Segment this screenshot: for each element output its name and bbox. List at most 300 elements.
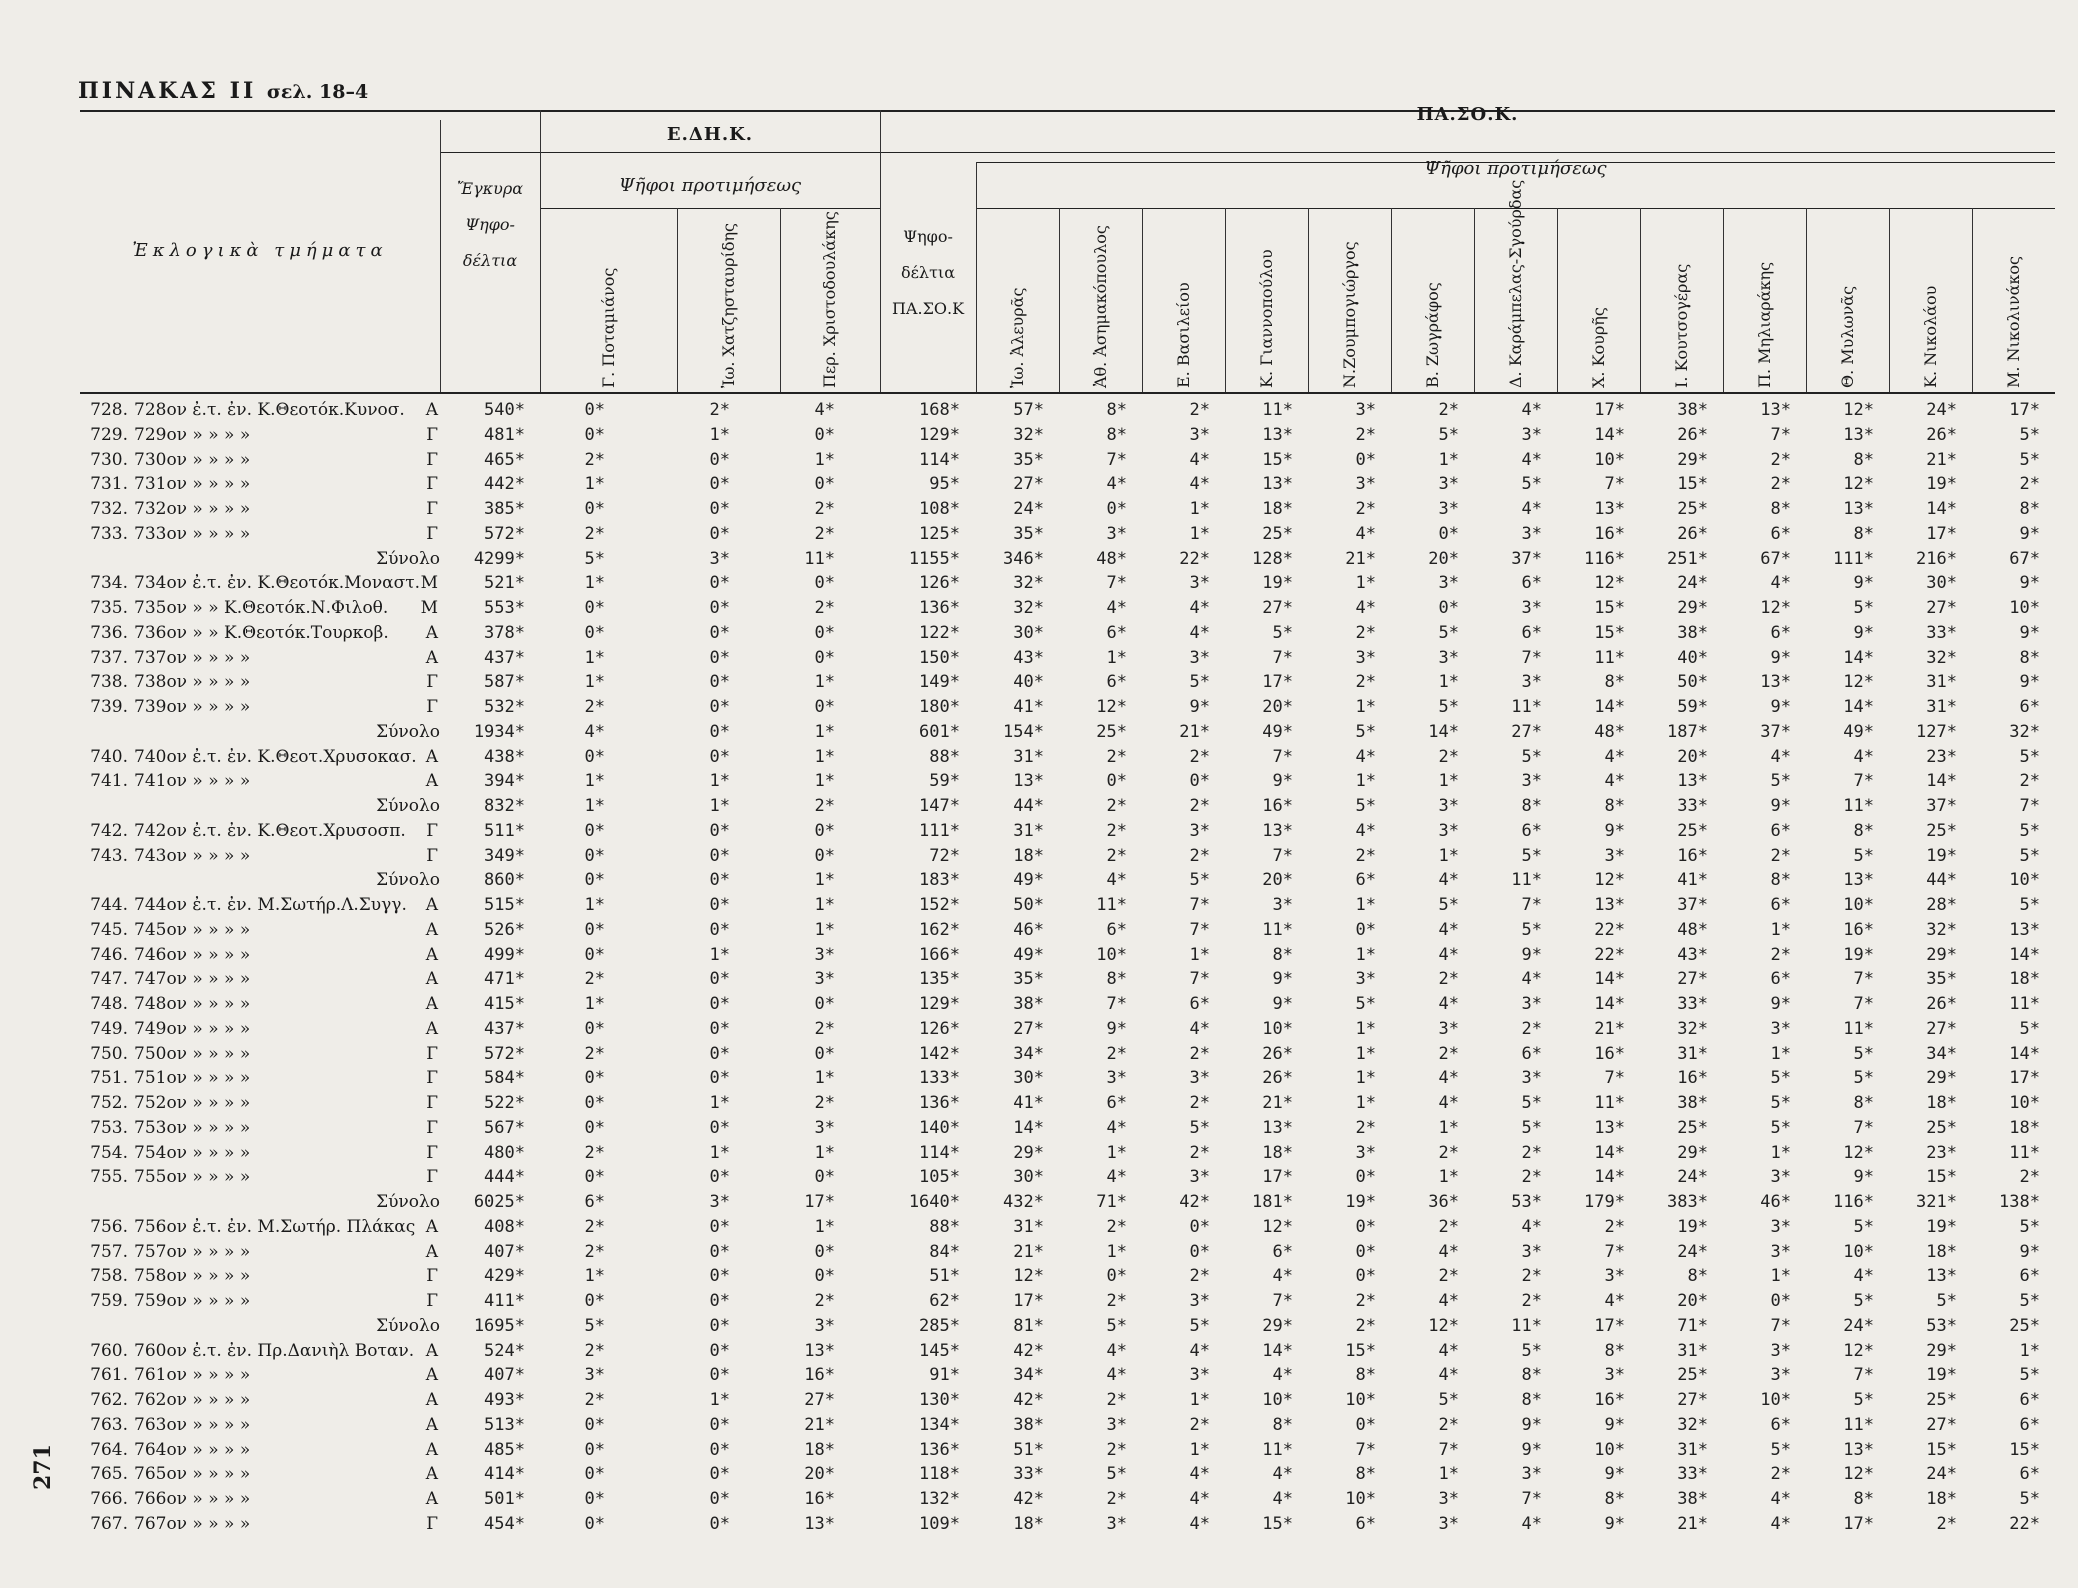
- cell-value: 17*: [2009, 1068, 2040, 1089]
- section-label: [80, 1141, 440, 1165]
- cell-value: 16*: [1594, 1043, 1625, 1064]
- cell-value: 8*: [1770, 870, 1791, 891]
- table-row: [80, 472, 2060, 497]
- cell-value: 9*: [1853, 573, 1874, 594]
- cell-value: 2*: [814, 1093, 835, 1113]
- cell-value: 1*: [1770, 919, 1791, 940]
- section-type: Α: [425, 895, 438, 915]
- cell-value: 1*: [814, 919, 835, 940]
- cell-value: 59*: [1677, 697, 1708, 717]
- cell-value: 540*: [484, 400, 525, 420]
- cell-value: 321*: [1916, 1192, 1957, 1212]
- section-name: 755ον » » » »: [134, 1167, 251, 1188]
- table-row: [80, 1116, 2060, 1141]
- cell-value: 88*: [929, 1216, 960, 1237]
- cell-value: 1*: [1355, 1093, 1376, 1113]
- cell-value: 2*: [1106, 1390, 1127, 1410]
- cell-value: 11*: [1594, 1093, 1625, 1113]
- section-name: 759ον » » » »: [134, 1291, 251, 1311]
- cell-value: 0*: [1438, 523, 1459, 544]
- cell-value: 20*: [804, 1464, 835, 1485]
- section-name: 763ον » » » »: [134, 1414, 251, 1435]
- total-label: Σύνολο: [376, 721, 440, 742]
- cell-value: 0*: [709, 746, 730, 767]
- cell-value: 2*: [1521, 1142, 1542, 1163]
- cell-value: 24*: [1013, 499, 1044, 519]
- cell-value: 32*: [1013, 598, 1044, 618]
- table-row: [80, 522, 2060, 547]
- valid-ballots-line-1: Ἔγκυρα: [456, 179, 524, 198]
- cell-value: 5*: [2019, 1018, 2040, 1039]
- section-label: [80, 1462, 440, 1486]
- cell-value: 26*: [1926, 994, 1957, 1014]
- cell-value: 3*: [709, 548, 730, 569]
- cell-value: 10*: [1760, 1390, 1791, 1410]
- cell-value: 21*: [1179, 721, 1210, 742]
- cell-value: 16*: [804, 1489, 835, 1509]
- cell-value: 31*: [1013, 820, 1044, 841]
- cell-value: 6*: [1770, 1414, 1791, 1435]
- cell-value: 6*: [1106, 672, 1127, 693]
- total-row: [80, 868, 2060, 893]
- cell-value: 2*: [1106, 796, 1127, 816]
- cell-value: 18*: [1926, 1489, 1957, 1509]
- edik-candidate-header-2: Ἰω. Χατζησταυρίδης: [718, 222, 738, 388]
- cell-value: 22*: [1594, 919, 1625, 940]
- cell-value: 0*: [709, 1117, 730, 1138]
- cell-value: 1*: [1770, 1043, 1791, 1064]
- cell-value: 1*: [1438, 1167, 1459, 1188]
- cell-value: 2*: [1189, 1142, 1210, 1163]
- table-row: [80, 943, 2060, 968]
- cell-value: 3*: [1189, 1365, 1210, 1386]
- cell-value: 13*: [1843, 499, 1874, 519]
- cell-value: 111*: [919, 820, 960, 841]
- cell-value: 0*: [584, 820, 605, 841]
- cell-value: 471*: [484, 969, 525, 990]
- section-type: Γ: [426, 845, 438, 866]
- cell-value: 127*: [1916, 721, 1957, 742]
- cell-value: 0*: [584, 1291, 605, 1311]
- cell-value: 521*: [484, 573, 525, 594]
- table-row: [80, 1438, 2060, 1463]
- cell-value: 12*: [1262, 1216, 1293, 1237]
- cell-value: 3*: [814, 1117, 835, 1138]
- page-number: 271: [30, 1444, 56, 1490]
- cell-value: 2*: [584, 1142, 605, 1163]
- cell-value: 4*: [1355, 746, 1376, 767]
- cell-value: 454*: [484, 1513, 525, 1534]
- cell-value: 29*: [1013, 1142, 1044, 1163]
- table-row: [80, 596, 2060, 621]
- cell-value: 5*: [1355, 721, 1376, 742]
- cell-value: 4*: [1604, 746, 1625, 767]
- cell-value: 19*: [1345, 1192, 1376, 1212]
- cell-value: 3*: [814, 944, 835, 965]
- cell-value: 33*: [1013, 1464, 1044, 1485]
- cell-value: 71*: [1096, 1192, 1127, 1212]
- section-number: 765.: [90, 1464, 128, 1485]
- cell-value: 2*: [1438, 746, 1459, 767]
- cell-value: 21*: [1677, 1513, 1708, 1534]
- cell-value: 4*: [1106, 1340, 1127, 1361]
- cell-value: 6*: [1272, 1241, 1293, 1262]
- cell-value: 4*: [1106, 1117, 1127, 1138]
- cell-value: 16*: [1843, 919, 1874, 940]
- cell-value: 12*: [1013, 1266, 1044, 1287]
- cell-value: 3*: [1189, 573, 1210, 594]
- section-name: 758ον » » » »: [134, 1266, 251, 1287]
- cell-value: 8*: [1272, 1414, 1293, 1435]
- cell-value: 0*: [814, 647, 835, 668]
- cell-value: 1*: [584, 771, 605, 792]
- cell-value: 40*: [1013, 672, 1044, 693]
- cell-value: 81*: [1013, 1315, 1044, 1336]
- cell-value: 0*: [814, 994, 835, 1014]
- cell-value: 3*: [1521, 771, 1542, 792]
- section-name: 743ον » » » »: [134, 845, 251, 866]
- cell-value: 0*: [814, 1167, 835, 1188]
- cell-value: 0*: [709, 622, 730, 643]
- table-row: [80, 769, 2060, 794]
- cell-value: 48*: [1594, 721, 1625, 742]
- pasok-ballots-line-3: ΠΑ.ΣΟ.Κ: [891, 299, 965, 318]
- cell-value: 4*: [1272, 1266, 1293, 1287]
- cell-value: 20*: [1677, 1291, 1708, 1311]
- cell-value: 1*: [709, 796, 730, 816]
- cell-value: 6*: [1106, 622, 1127, 643]
- cell-value: 13*: [1594, 1117, 1625, 1138]
- cell-value: 1*: [814, 870, 835, 891]
- cell-value: 88*: [929, 746, 960, 767]
- cell-value: 22*: [1179, 548, 1210, 569]
- cell-value: 2*: [584, 449, 605, 470]
- cell-value: 42*: [1013, 1340, 1044, 1361]
- cell-value: 5*: [1355, 994, 1376, 1014]
- cell-value: 1*: [1355, 771, 1376, 792]
- section-label: [80, 448, 440, 472]
- cell-value: 13*: [804, 1340, 835, 1361]
- section-label: [80, 522, 440, 546]
- cell-value: 1*: [1355, 573, 1376, 594]
- cell-value: 7*: [1272, 1291, 1293, 1311]
- cell-value: 2*: [584, 697, 605, 717]
- cell-value: 27*: [1926, 1414, 1957, 1435]
- cell-value: 349*: [484, 845, 525, 866]
- cell-value: 6*: [2019, 1390, 2040, 1410]
- cell-value: 1*: [814, 1068, 835, 1089]
- section-label: [80, 893, 440, 917]
- cell-value: 24*: [1677, 1167, 1708, 1188]
- cell-value: 8*: [1604, 672, 1625, 693]
- cell-value: 0*: [584, 845, 605, 866]
- cell-value: 524*: [484, 1340, 525, 1361]
- cell-value: 2*: [814, 796, 835, 816]
- cell-value: 53*: [1926, 1315, 1957, 1336]
- cell-value: 9*: [1521, 1439, 1542, 1460]
- pasok-candidate-header-12: Κ. Νικολάου: [1920, 285, 1940, 388]
- section-type: Α: [425, 1414, 438, 1435]
- cell-value: 9*: [2019, 622, 2040, 643]
- cell-value: 394*: [484, 771, 525, 792]
- table-row: [80, 448, 2060, 473]
- section-name: 760ον ἐ.τ. ἐν. Πρ.Δανιὴλ Βοταν.: [134, 1340, 415, 1361]
- cell-value: 31*: [1677, 1340, 1708, 1361]
- cell-value: 572*: [484, 523, 525, 544]
- cell-value: 515*: [484, 895, 525, 915]
- section-type: Α: [425, 944, 438, 965]
- cell-value: 8*: [1521, 796, 1542, 816]
- cell-value: 4*: [1438, 944, 1459, 965]
- cell-value: 0*: [709, 474, 730, 495]
- cell-value: 8*: [2019, 647, 2040, 668]
- cell-value: 8*: [1604, 1340, 1625, 1361]
- cell-value: 136*: [919, 1093, 960, 1113]
- cell-value: 2*: [709, 400, 730, 420]
- cell-value: 465*: [484, 449, 525, 470]
- cell-value: 6*: [1770, 820, 1791, 841]
- cell-value: 37*: [1511, 548, 1542, 569]
- section-type: Μ: [420, 573, 438, 594]
- cell-value: 128*: [1252, 548, 1293, 569]
- cell-value: 8*: [2019, 499, 2040, 519]
- cell-value: 2*: [1355, 622, 1376, 643]
- page-title-main: ΠΙΝΑΚΑΣ ΙΙ: [78, 78, 257, 104]
- cell-value: 3*: [1272, 895, 1293, 915]
- cell-value: 31*: [1677, 1439, 1708, 1460]
- cell-value: 10*: [1345, 1390, 1376, 1410]
- table-row: [80, 497, 2060, 522]
- cell-value: 2*: [1521, 1167, 1542, 1188]
- col-rule: [1889, 208, 1890, 392]
- cell-value: 12*: [1843, 400, 1874, 420]
- table-row: [80, 992, 2060, 1017]
- cell-value: 407*: [484, 1241, 525, 1262]
- pasok-ballots-line-1: Ψηφο-: [903, 227, 953, 246]
- cell-value: 38*: [1013, 1414, 1044, 1435]
- table-row: [80, 621, 2060, 646]
- table-row: [80, 745, 2060, 770]
- cell-value: 4*: [1189, 1464, 1210, 1485]
- cell-value: 0*: [584, 1464, 605, 1485]
- cell-value: 6*: [1770, 969, 1791, 990]
- cell-value: 11*: [1843, 796, 1874, 816]
- cell-value: 20*: [1677, 746, 1708, 767]
- cell-value: 2*: [2019, 1167, 2040, 1188]
- cell-value: 27*: [1013, 474, 1044, 495]
- cell-value: 6*: [1521, 573, 1542, 594]
- cell-value: 1*: [1189, 1439, 1210, 1460]
- cell-value: 19*: [1843, 944, 1874, 965]
- cell-value: 25*: [2009, 1315, 2040, 1336]
- cell-value: 3*: [1604, 845, 1625, 866]
- cell-value: 3*: [1521, 523, 1542, 544]
- cell-value: 346*: [1003, 548, 1044, 569]
- cell-value: 19*: [1926, 845, 1957, 866]
- section-name: 761ον » » » »: [134, 1365, 251, 1386]
- cell-value: 27*: [1677, 1390, 1708, 1410]
- section-label: [80, 1438, 440, 1462]
- section-type: Α: [425, 969, 438, 990]
- cell-value: 0*: [709, 1068, 730, 1089]
- cell-value: 14*: [1594, 424, 1625, 445]
- cell-value: 7*: [1853, 1365, 1874, 1386]
- cell-value: 13*: [1760, 400, 1791, 420]
- cell-value: 587*: [484, 672, 525, 693]
- section-label: [80, 844, 440, 868]
- cell-value: 0*: [1355, 449, 1376, 470]
- cell-value: 13*: [1262, 1117, 1293, 1138]
- pasok-candidate-header-9: Ι. Κουτσογέρας: [1671, 263, 1691, 388]
- cell-value: 513*: [484, 1414, 525, 1435]
- cell-value: 29*: [1926, 1068, 1957, 1089]
- cell-value: 3*: [1770, 1340, 1791, 1361]
- cell-value: 3*: [584, 1365, 605, 1386]
- cell-value: 43*: [1013, 647, 1044, 668]
- cell-value: 2*: [1438, 1216, 1459, 1237]
- cell-value: 1695*: [473, 1315, 525, 1336]
- section-name: 729ον » » » »: [134, 424, 251, 445]
- cell-value: 4*: [1438, 1340, 1459, 1361]
- cell-value: 0*: [709, 1018, 730, 1039]
- cell-value: 5*: [584, 1315, 605, 1336]
- cell-value: 1*: [1770, 1142, 1791, 1163]
- group-rule: [440, 152, 2055, 153]
- cell-value: 2*: [1355, 1315, 1376, 1336]
- cell-value: 0*: [814, 424, 835, 445]
- cell-value: 23*: [1926, 746, 1957, 767]
- total-row: [80, 547, 2060, 572]
- cell-value: 0*: [709, 1464, 730, 1485]
- section-number: 747.: [90, 969, 128, 990]
- cell-value: 0*: [709, 1043, 730, 1064]
- section-number: 766.: [90, 1489, 128, 1509]
- table-row: [80, 1388, 2060, 1413]
- cell-value: 408*: [484, 1216, 525, 1237]
- cell-value: 1*: [1438, 845, 1459, 866]
- cell-value: 2*: [584, 969, 605, 990]
- cell-value: 43*: [1677, 944, 1708, 965]
- cell-value: 5*: [2019, 746, 2040, 767]
- cell-value: 5*: [1438, 895, 1459, 915]
- cell-value: 25*: [1677, 1365, 1708, 1386]
- col-rule: [1308, 208, 1309, 392]
- section-name: 741ον » » » »: [134, 771, 251, 792]
- cell-value: 0*: [709, 499, 730, 519]
- table-row: [80, 1066, 2060, 1091]
- section-number: 728.: [90, 400, 128, 420]
- cell-value: 18*: [2009, 969, 2040, 990]
- cell-value: 0*: [709, 1340, 730, 1361]
- cell-value: 25*: [1677, 820, 1708, 841]
- cell-value: 3*: [1521, 1464, 1542, 1485]
- cell-value: 37*: [1677, 895, 1708, 915]
- section-type: Γ: [426, 1043, 438, 1064]
- total-label: Σύνολο: [376, 1192, 440, 1212]
- cell-value: 179*: [1584, 1192, 1625, 1212]
- section-number: 757.: [90, 1241, 128, 1262]
- cell-value: 9*: [1272, 771, 1293, 792]
- cell-value: 168*: [919, 400, 960, 420]
- cell-value: 136*: [919, 1439, 960, 1460]
- cell-value: 378*: [484, 622, 525, 643]
- cell-value: 13*: [2009, 919, 2040, 940]
- cell-value: 0*: [709, 697, 730, 717]
- section-label: [80, 1413, 440, 1437]
- cell-value: 832*: [484, 796, 525, 816]
- cell-value: 0*: [709, 895, 730, 915]
- pasok-candidate-header-6: Β. Ζωγράφος: [1422, 282, 1442, 388]
- cell-value: 0*: [709, 1439, 730, 1460]
- table-row: [80, 918, 2060, 943]
- cell-value: 9*: [1853, 622, 1874, 643]
- section-label: [80, 621, 440, 645]
- section-number: 748.: [90, 994, 128, 1014]
- section-label: [80, 695, 440, 719]
- cell-value: 11*: [1594, 647, 1625, 668]
- section-number: 759.: [90, 1291, 128, 1311]
- cell-value: 9*: [1770, 994, 1791, 1014]
- cell-value: 27*: [1013, 1018, 1044, 1039]
- cell-value: 5*: [1521, 1340, 1542, 1361]
- col-rule: [1972, 208, 1973, 392]
- cell-value: 0*: [709, 1216, 730, 1237]
- cell-value: 50*: [1677, 672, 1708, 693]
- cell-value: 15*: [1594, 622, 1625, 643]
- cell-value: 140*: [919, 1117, 960, 1138]
- cell-value: 2*: [1189, 1093, 1210, 1113]
- cell-value: 2*: [584, 1043, 605, 1064]
- cell-value: 5*: [1770, 1093, 1791, 1113]
- cell-value: 4*: [1355, 598, 1376, 618]
- section-type: Γ: [426, 697, 438, 717]
- cell-value: 7*: [1189, 919, 1210, 940]
- cell-value: 9*: [2019, 1241, 2040, 1262]
- cell-value: 138*: [1999, 1192, 2040, 1212]
- section-type: Γ: [426, 1117, 438, 1138]
- cell-value: 0*: [584, 424, 605, 445]
- cell-value: 67*: [1760, 548, 1791, 569]
- cell-value: 2*: [1189, 1414, 1210, 1435]
- table-row: [80, 1240, 2060, 1265]
- cell-value: 32*: [1926, 919, 1957, 940]
- cell-value: 16*: [1677, 1068, 1708, 1089]
- cell-value: 1*: [1355, 1068, 1376, 1089]
- section-number: 762.: [90, 1390, 128, 1410]
- section-type: Γ: [426, 820, 438, 841]
- cell-value: 5*: [1853, 598, 1874, 618]
- cell-value: 2*: [1770, 845, 1791, 866]
- cell-value: 42*: [1013, 1489, 1044, 1509]
- cell-value: 5*: [1438, 622, 1459, 643]
- cell-value: 25*: [1262, 523, 1293, 544]
- page-title: [78, 78, 368, 104]
- cell-value: 11*: [1262, 919, 1293, 940]
- cell-value: 2*: [1438, 1142, 1459, 1163]
- cell-value: 116*: [1584, 548, 1625, 569]
- cell-value: 13*: [1594, 499, 1625, 519]
- cell-value: 44*: [1013, 796, 1044, 816]
- cell-value: 9*: [1106, 1018, 1127, 1039]
- edik-candidate-header-3: Περ. Χριστοδουλάκης: [820, 211, 839, 388]
- section-type: Α: [425, 1216, 438, 1237]
- cell-value: 1640*: [908, 1192, 960, 1212]
- section-type: Α: [425, 1340, 438, 1361]
- section-name: 732ον » » » »: [134, 499, 251, 519]
- cell-value: 5*: [1521, 1093, 1542, 1113]
- cell-value: 5*: [1770, 771, 1791, 792]
- cell-value: 6*: [1521, 622, 1542, 643]
